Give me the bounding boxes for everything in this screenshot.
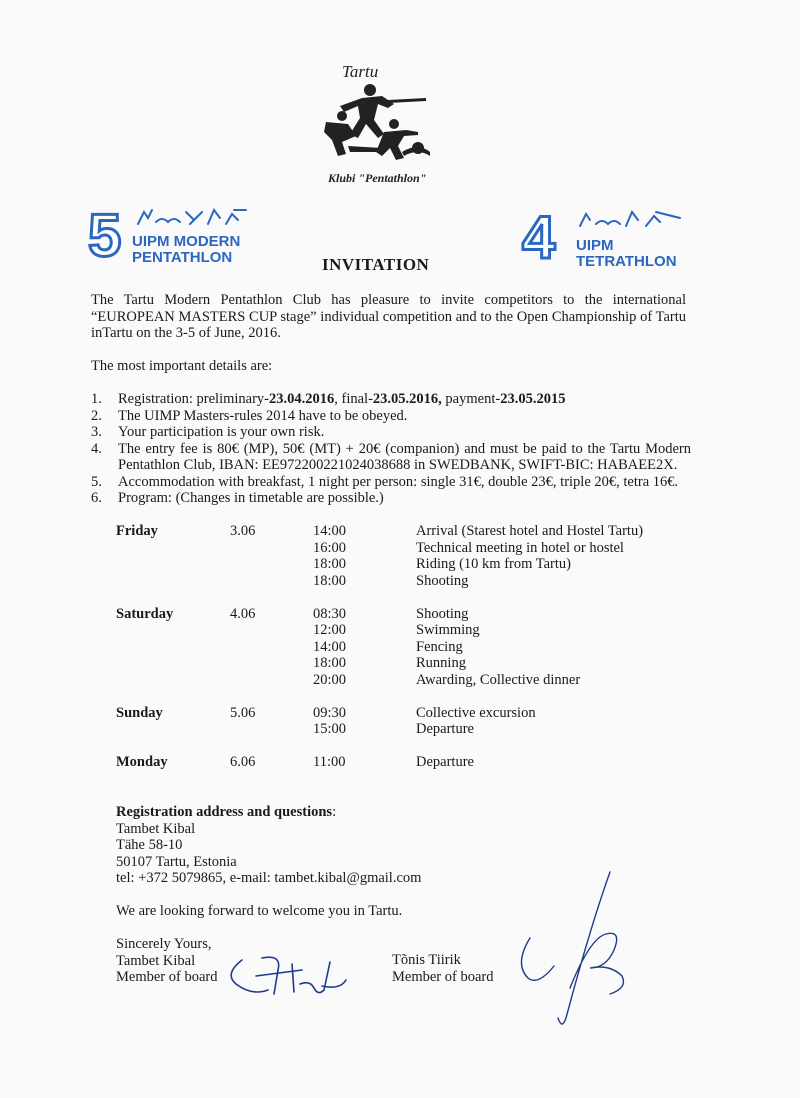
intro-paragraph: The Tartu Modern Pentathlon Club has pleasure to invite competitors to the international “EUROPEAN MASTERS CUP stage” individual competition and to the Open Championship of Tartu inTartu on the 3-5 of June, 2016. bbox=[91, 292, 686, 341]
club-logo-bottom-text: Klubi "Pentathlon" bbox=[328, 171, 427, 185]
table-row bbox=[116, 540, 676, 557]
list-number: 1. bbox=[91, 391, 102, 407]
left-signature-block bbox=[116, 936, 217, 986]
contact-heading-text: Registration address and questions bbox=[116, 804, 333, 820]
registration-label: Registration: preliminary- bbox=[118, 391, 270, 407]
tetrathlon-sports-icons bbox=[576, 208, 686, 230]
event-time: 14:00 bbox=[313, 638, 347, 655]
contact-block bbox=[116, 804, 421, 887]
table-row bbox=[116, 655, 676, 672]
uipm-pentathlon-number: 5 bbox=[88, 202, 122, 269]
day-label: Sunday bbox=[116, 704, 163, 721]
pentathlon-sports-icons bbox=[134, 206, 254, 228]
day-label: Friday bbox=[116, 523, 158, 539]
list-number: 4. bbox=[91, 440, 102, 457]
day-date: 5.06 bbox=[230, 704, 256, 721]
table-row bbox=[116, 556, 676, 573]
list-number: 6. bbox=[91, 490, 102, 506]
list-number: 2. bbox=[91, 407, 102, 424]
list-number: 5. bbox=[91, 473, 102, 490]
uipm-pentathlon-line1: UIPM MODERN bbox=[132, 233, 241, 250]
list-text: Program: (Changes in timetable are possible.) bbox=[118, 490, 384, 506]
event-time: 08:30 bbox=[313, 605, 347, 622]
list-item bbox=[91, 391, 691, 408]
uipm-tetrathlon-number: 4 bbox=[522, 204, 556, 271]
table-row bbox=[116, 672, 676, 689]
table-row bbox=[116, 705, 676, 722]
event-name: Running bbox=[416, 655, 466, 671]
payment-date: 23.05.2015 bbox=[500, 391, 566, 407]
program-schedule bbox=[116, 523, 676, 771]
left-signer-role: Member of board bbox=[116, 969, 218, 985]
closing-line: We are looking forward to welcome you in Tartu. bbox=[116, 903, 403, 919]
right-signature-scribble bbox=[510, 868, 650, 1038]
event-name: Arrival (Starest hotel and Hostel Tartu) bbox=[416, 523, 644, 539]
list-text: Your participation is your own risk. bbox=[118, 424, 325, 440]
event-name: Riding (10 km from Tartu) bbox=[416, 556, 571, 572]
contact-tel-email: tel: +372 5079865, e-mail: tambet.kibal@gmail.com bbox=[116, 870, 422, 886]
right-signer-name: Tõnis Tiirik bbox=[392, 952, 461, 968]
event-time: 12:00 bbox=[313, 622, 347, 638]
event-time: 15:00 bbox=[313, 721, 347, 737]
event-time: 18:00 bbox=[313, 572, 347, 589]
event-time: 11:00 bbox=[313, 754, 346, 770]
left-signer-name: Tambet Kibal bbox=[116, 952, 196, 969]
right-signer-role: Member of board bbox=[392, 968, 494, 985]
event-name: Technical meeting in hotel or hostel bbox=[416, 539, 624, 556]
event-name: Departure bbox=[416, 721, 474, 737]
contact-name: Tambet Kibal bbox=[116, 820, 196, 837]
event-name: Awarding, Collective dinner bbox=[416, 671, 581, 688]
contact-heading bbox=[116, 804, 421, 821]
page-title: INVITATION bbox=[322, 255, 430, 274]
event-time: 20:00 bbox=[313, 671, 347, 688]
contact-heading-colon: : bbox=[332, 804, 337, 820]
list-item bbox=[91, 408, 691, 425]
event-name: Fencing bbox=[416, 638, 463, 655]
day-date: 6.06 bbox=[230, 754, 256, 770]
list-item bbox=[91, 424, 691, 441]
list-text: The UIMP Masters-rules 2014 have to be obeyed. bbox=[118, 407, 408, 424]
event-time: 18:00 bbox=[313, 655, 347, 671]
day-date: 3.06 bbox=[230, 523, 256, 539]
uipm-pentathlon-line2: PENTATHLON bbox=[132, 249, 233, 266]
list-item bbox=[91, 441, 691, 474]
day-label: Saturday bbox=[116, 605, 174, 622]
table-row bbox=[116, 606, 676, 623]
table-row bbox=[116, 721, 676, 738]
contact-street: Tähe 58-10 bbox=[116, 837, 183, 853]
table-row bbox=[116, 622, 676, 639]
table-row bbox=[116, 639, 676, 656]
event-time: 09:30 bbox=[313, 704, 347, 721]
day-label: Monday bbox=[116, 754, 168, 770]
table-row bbox=[116, 754, 676, 771]
table-row bbox=[116, 573, 676, 590]
event-name: Shooting bbox=[416, 605, 469, 622]
event-time: 18:00 bbox=[313, 556, 347, 572]
day-date: 4.06 bbox=[230, 605, 256, 622]
event-name: Departure bbox=[416, 754, 474, 770]
event-time: 16:00 bbox=[313, 539, 347, 556]
final-label: , final- bbox=[334, 391, 373, 407]
event-name: Collective excursion bbox=[416, 704, 536, 721]
list-item bbox=[91, 490, 691, 507]
pentathlon-athletes-icon bbox=[322, 82, 432, 162]
list-item bbox=[91, 474, 691, 491]
event-name: Shooting bbox=[416, 572, 469, 589]
left-signature-scribble bbox=[222, 950, 362, 1010]
list-number: 3. bbox=[91, 424, 102, 440]
preliminary-date: 23.04.2016 bbox=[269, 391, 335, 407]
details-list bbox=[91, 391, 691, 507]
club-logo-top-text: Tartu bbox=[342, 62, 379, 81]
details-heading: The most important details are: bbox=[91, 358, 273, 374]
right-signature-block bbox=[392, 952, 493, 985]
uipm-tetrathlon-line2: TETRATHLON bbox=[576, 253, 677, 270]
final-date: 23.05.2016, bbox=[372, 391, 442, 407]
salutation: Sincerely Yours, bbox=[116, 936, 212, 952]
event-time: 14:00 bbox=[313, 523, 347, 539]
table-row bbox=[116, 523, 676, 540]
uipm-tetrathlon-line1: UIPM bbox=[576, 237, 614, 254]
list-text: Accommodation with breakfast, 1 night per person: single 31€, double 23€, triple 20€, tetra 16€. bbox=[118, 473, 679, 490]
list-text: The entry fee is 80€ (MP), 50€ (MT) + 20€ (companion) and must be paid to the Tartu Modern Pentathlon Club, IBAN: EE972200221024038688 in SWEDBANK, SWIFT-BIC: HABAEE2X. bbox=[118, 440, 691, 473]
event-name: Swimming bbox=[416, 622, 480, 638]
payment-label: payment- bbox=[441, 391, 501, 407]
contact-city: 50107 Tartu, Estonia bbox=[116, 853, 237, 870]
